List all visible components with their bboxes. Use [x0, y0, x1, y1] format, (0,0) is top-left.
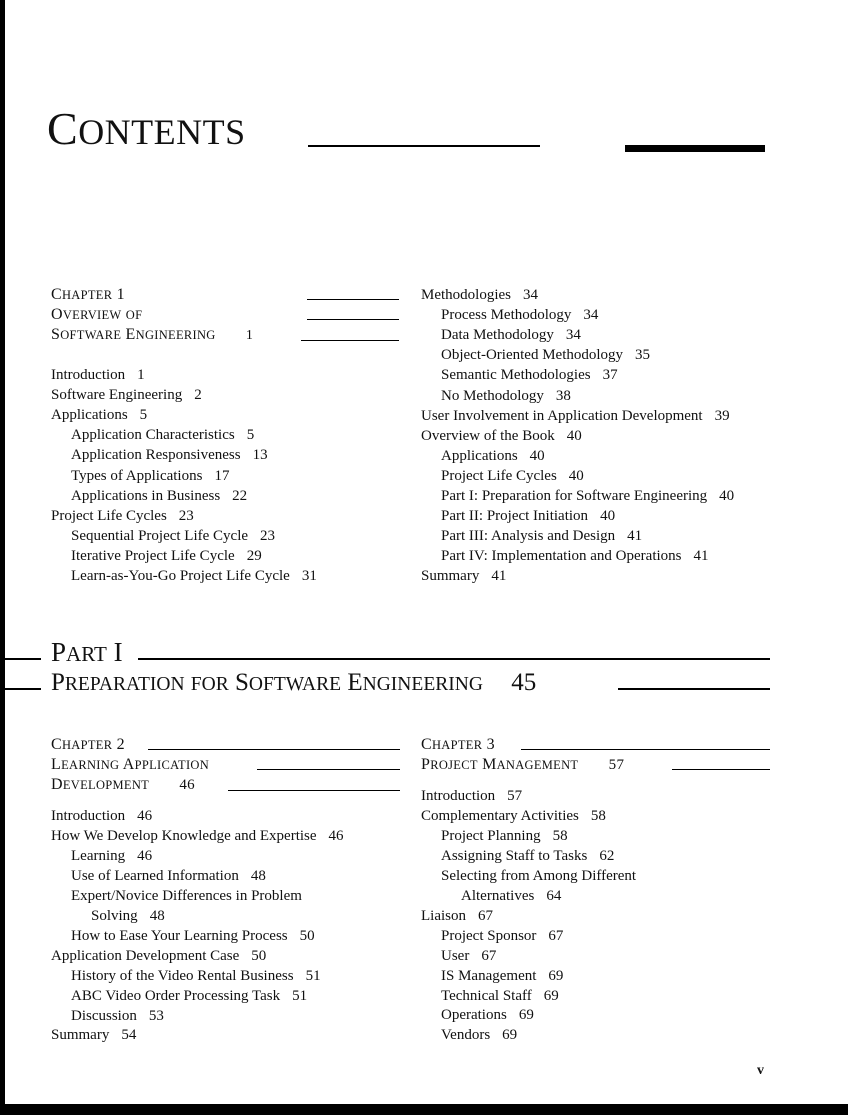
chapter-3-entry: [441, 966, 563, 986]
entry-page: 51: [292, 987, 308, 1004]
chapter-3-entry: [421, 806, 606, 826]
chapter-1-entry: [71, 546, 262, 566]
chapter-1-cont-entry: [441, 506, 615, 526]
entry-title: User Involvement in Application Development: [421, 407, 703, 424]
entry-title: Operations: [441, 1007, 507, 1024]
entry-page: 58: [552, 827, 568, 844]
chapter-3-entry: [421, 906, 493, 926]
entry-page: 41: [627, 528, 643, 545]
entry-page: 46: [137, 847, 153, 864]
chapter-1-entry: [71, 566, 317, 586]
entry-page: 46: [328, 827, 344, 844]
part-rule-left-1: [5, 658, 41, 660]
entry-page: 69: [502, 1027, 518, 1044]
chapter-2-rule-2: [257, 769, 400, 770]
chapter-3-title-line-1: PROJECT MANAGEMENT 57: [421, 756, 625, 773]
chapter-1-rule-2: [307, 319, 399, 320]
chapter-1-entry: [71, 445, 268, 465]
chapter-2-entry: [71, 1006, 164, 1026]
entry-title: Learn-as-You-Go Project Life Cycle: [71, 568, 290, 584]
title-rule-thin: [308, 145, 540, 147]
chapter-3-rule-1: [521, 749, 770, 750]
chapter-3-entry: [421, 786, 522, 806]
entry-title: History of the Video Rental Business: [71, 967, 294, 984]
entry-title: Overview of the Book: [421, 427, 555, 444]
chapter-1-cont-entry: [421, 566, 506, 586]
chapter-1-cont-entry: [441, 466, 584, 486]
chapter-2-entry: [71, 866, 266, 886]
chapter-1-entry: [71, 486, 247, 506]
entry-title: Process Methodology: [441, 307, 572, 324]
entry-title: ABC Video Order Processing Task: [71, 987, 281, 1004]
chapter-3-entry: [441, 986, 559, 1006]
entry-page: 2: [194, 387, 202, 404]
chapter-1-cont-entry: [441, 486, 734, 506]
entry-title: Applications: [441, 447, 518, 464]
entry-page: 38: [555, 387, 571, 404]
bottom-border: [0, 1104, 848, 1115]
entry-title: Liaison: [421, 907, 466, 924]
entry-title: Iterative Project Life Cycle: [71, 547, 235, 564]
chapter-2-entry: [51, 1025, 136, 1045]
part-title-page: 45: [511, 669, 537, 696]
entry-title: Methodologies: [421, 287, 511, 303]
entry-title: Part IV: Implementation and Operations: [441, 548, 682, 565]
entry-title: Application Responsiveness: [71, 447, 241, 464]
entry-title: Complementary Activities: [421, 807, 579, 824]
entry-title: Types of Applications: [71, 467, 203, 484]
chapter-1-cont-entry: [421, 406, 730, 426]
entry-title: How We Develop Knowledge and Expertise: [51, 827, 317, 844]
part-title: PREPARATION FOR SOFTWARE ENGINEERING 45: [51, 669, 537, 696]
entry-title: Project Life Cycles: [51, 507, 167, 524]
part-label: PART I: [51, 637, 123, 667]
entry-title: Introduction: [51, 367, 126, 383]
chapter-1-label: CHAPTER 1: [51, 286, 125, 303]
entry-page: 48: [250, 867, 266, 884]
chapter-2-entry: [51, 806, 152, 826]
entry-page: 46: [137, 808, 153, 824]
chapter-2-entry: [71, 846, 152, 866]
chapter-1-cont-entry: [441, 526, 642, 546]
entry-title: Part III: Analysis and Design: [441, 528, 616, 545]
chapter-1-cont-entry: [441, 325, 581, 345]
entry-title: Semantic Methodologies: [441, 367, 591, 384]
entry-title: Data Methodology: [441, 327, 554, 344]
chapter-2-entry: [71, 926, 315, 946]
entry-title: Software Engineering: [51, 387, 183, 404]
chapter-1-cont-entry: [441, 305, 598, 325]
chapter-2-rule-1: [148, 749, 400, 750]
entry-page: 41: [491, 568, 507, 585]
page-number: v: [757, 1063, 764, 1078]
entry-page: 40: [568, 467, 584, 484]
entry-page: 54: [121, 1027, 137, 1044]
entry-page: 13: [252, 447, 268, 464]
entry-title: Alternatives: [461, 887, 535, 904]
entry-page: 69: [543, 987, 559, 1004]
chapter-1-rule-3: [301, 340, 399, 341]
entry-page: 40: [719, 488, 735, 504]
entry-page: 5: [139, 407, 148, 424]
entry-title: Introduction: [51, 808, 126, 824]
chapter-1-entry: [51, 385, 202, 405]
entry-title: Object-Oriented Methodology: [441, 347, 624, 364]
entry-page: 17: [214, 467, 230, 484]
entry-page: 69: [518, 1007, 534, 1024]
chapter-1-title-page: 1: [245, 328, 254, 343]
entry-title: No Methodology: [441, 387, 544, 404]
entry-page: 48: [149, 907, 165, 924]
left-border: [0, 0, 5, 1115]
entry-title: Application Development Case: [51, 947, 240, 964]
entry-title: Applications in Business: [71, 487, 221, 504]
entry-page: 50: [299, 927, 315, 944]
chapter-2-entry: [51, 946, 266, 966]
entry-page: 41: [693, 548, 709, 565]
entry-title: Selecting from Among Different: [441, 867, 637, 884]
chapter-2-title-line-2: DEVELOPMENT 46: [51, 776, 195, 793]
entry-page: 50: [251, 947, 267, 964]
chapter-3-entry: [441, 1025, 517, 1045]
entry-page: 67: [548, 927, 564, 944]
chapter-1-entry: [51, 365, 145, 385]
chapter-1-rule-1: [307, 299, 399, 300]
entry-page: 62: [599, 847, 615, 864]
chapter-1-entry: [71, 425, 254, 445]
chapter-1-entry: [71, 526, 275, 546]
entry-page: 22: [232, 487, 248, 504]
chapter-2-entry: [51, 826, 344, 846]
chapter-3-entry: [461, 886, 561, 906]
page-title: CONTENTS: [47, 103, 246, 154]
entry-page: 40: [529, 447, 545, 464]
chapter-3-entry: [441, 1005, 534, 1025]
entry-title: Part I: Preparation for Software Engineering: [441, 488, 708, 504]
entry-page: 31: [301, 568, 317, 584]
chapter-2-label: CHAPTER 2: [51, 736, 125, 753]
entry-title: Expert/Novice Differences in Problem: [71, 887, 302, 904]
entry-title: Application Characteristics: [71, 427, 235, 444]
chapter-1-entry: [71, 466, 229, 486]
entry-title: Applications: [51, 407, 128, 424]
chapter-3-entry: [441, 846, 614, 866]
title-rule-thick: [625, 145, 765, 152]
chapter-1-cont-entry: [441, 345, 650, 365]
entry-title: How to Ease Your Learning Process: [71, 927, 288, 944]
chapter-3-label: CHAPTER 3: [421, 736, 495, 753]
entry-page: 58: [590, 807, 606, 824]
entry-page: 23: [178, 507, 194, 524]
entry-title: Assigning Staff to Tasks: [441, 847, 588, 864]
entry-title: Part II: Project Initiation: [441, 508, 589, 525]
chapter-1-cont-entry: [441, 386, 571, 406]
entry-page: 23: [260, 527, 276, 544]
entry-page: 5: [246, 427, 255, 444]
entry-title: Discussion: [71, 1007, 137, 1024]
chapter-3-title-page: 57: [608, 757, 625, 773]
chapter-2-entry: [71, 986, 307, 1006]
entry-title: Project Life Cycles: [441, 467, 557, 484]
chapter-1-cont-entry: [441, 365, 618, 385]
part-rule-right-2: [618, 688, 770, 690]
entry-title: User: [441, 947, 470, 964]
entry-page: 67: [481, 947, 497, 964]
entry-page: 29: [246, 547, 262, 564]
entry-page: 39: [714, 407, 730, 424]
entry-title: Summary: [51, 1027, 110, 1044]
entry-page: 51: [305, 967, 321, 984]
entry-page: 64: [546, 887, 562, 904]
entry-title: Vendors: [441, 1027, 491, 1044]
chapter-2-entry: [91, 906, 165, 926]
entry-title: Technical Staff: [441, 987, 532, 1004]
entry-page: 34: [583, 307, 599, 324]
entry-title: Sequential Project Life Cycle: [71, 527, 249, 544]
entry-title: IS Management: [441, 967, 537, 984]
entry-page: 40: [600, 508, 616, 525]
chapter-1-cont-entry: [421, 285, 538, 305]
entry-page: 37: [602, 367, 618, 384]
entry-page: 34: [565, 327, 581, 344]
entry-page: 57: [507, 788, 523, 804]
part-rule-left-2: [5, 688, 41, 690]
entry-title: Project Sponsor: [441, 927, 537, 944]
chapter-2-rule-3: [228, 790, 400, 791]
entry-title: Learning: [71, 847, 126, 864]
entry-title: Use of Learned Information: [71, 867, 239, 884]
entry-page: 53: [148, 1007, 164, 1024]
chapter-2-title-page: 46: [179, 777, 195, 793]
chapter-1-title-line-1: OVERVIEW OF: [51, 306, 143, 323]
chapter-1-title-line-2: SOFTWARE ENGINEERING 1: [51, 326, 254, 343]
chapter-3-entry: [441, 826, 568, 846]
chapter-1-cont-entry: [421, 426, 582, 446]
entry-page: 67: [478, 907, 493, 924]
entry-title: Solving: [91, 907, 138, 924]
entry-title: Introduction: [421, 788, 496, 804]
chapter-1-cont-entry: [441, 546, 709, 566]
chapter-3-entry: [441, 946, 496, 966]
chapter-1-entry: [51, 405, 147, 425]
entry-title: Project Planning: [441, 827, 541, 844]
chapter-2-entry: [71, 886, 302, 906]
entry-page: 40: [566, 427, 582, 444]
chapter-2-title-line-1: LEARNING APPLICATION: [51, 756, 210, 773]
chapter-1-entry: [51, 506, 194, 526]
entry-page: 1: [137, 367, 145, 383]
entry-page: 34: [523, 287, 538, 303]
chapter-1-cont-entry: [441, 446, 545, 466]
part-rule-right-1: [138, 658, 770, 660]
chapter-2-entry: [71, 966, 321, 986]
entry-page: 35: [635, 347, 651, 364]
chapter-3-entry: [441, 926, 563, 946]
chapter-3-entry: [441, 866, 636, 886]
chapter-3-rule-2: [672, 769, 770, 770]
entry-title: Summary: [421, 568, 480, 585]
entry-page: 69: [548, 967, 564, 984]
